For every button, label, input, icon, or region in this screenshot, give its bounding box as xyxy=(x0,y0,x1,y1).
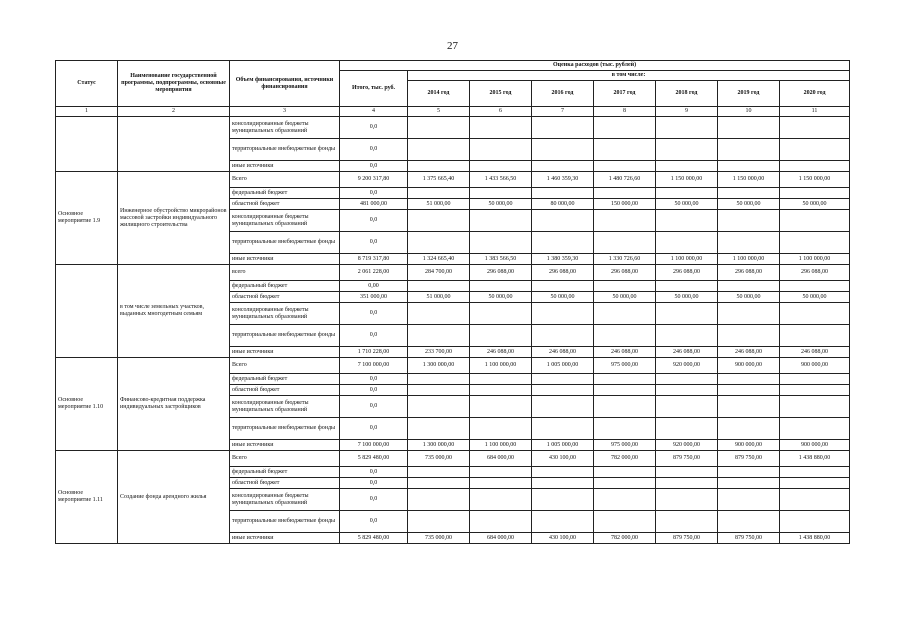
value-cell: 1 100 000,00 xyxy=(470,440,532,451)
value-cell xyxy=(408,188,470,199)
value-cell xyxy=(718,467,780,478)
funding-source-cell: федеральный бюджет xyxy=(230,467,340,478)
header-status: Статус xyxy=(56,61,118,107)
value-cell xyxy=(594,188,656,199)
column-index: 6 xyxy=(470,107,532,117)
value-cell xyxy=(408,489,470,511)
value-cell: 1 710 228,00 xyxy=(340,347,408,358)
value-cell xyxy=(656,281,718,292)
value-cell: 7 100 000,00 xyxy=(340,440,408,451)
value-cell xyxy=(470,467,532,478)
value-cell xyxy=(656,374,718,385)
value-cell xyxy=(780,139,850,161)
header-year: 2018 год xyxy=(656,81,718,107)
value-cell: 0,0 xyxy=(340,418,408,440)
table-row xyxy=(56,265,850,281)
value-cell: 5 829 480,00 xyxy=(340,451,408,467)
value-cell xyxy=(470,117,532,139)
value-cell xyxy=(532,325,594,347)
value-cell xyxy=(408,325,470,347)
value-cell: 296 088,00 xyxy=(470,265,532,281)
activity-name-cell: в том числе земельных участков, выданных многодетным семьям xyxy=(118,265,230,358)
value-cell xyxy=(470,374,532,385)
value-cell xyxy=(780,385,850,396)
value-cell: 430 100,00 xyxy=(532,533,594,544)
value-cell xyxy=(532,161,594,172)
value-cell xyxy=(718,139,780,161)
value-cell: 0,0 xyxy=(340,303,408,325)
value-cell xyxy=(718,281,780,292)
value-cell: 246 088,00 xyxy=(532,347,594,358)
value-cell: 1 300 000,00 xyxy=(408,440,470,451)
value-cell: 1 100 000,00 xyxy=(656,254,718,265)
value-cell xyxy=(780,478,850,489)
header-funding: Объем финансирования, источники финансирования xyxy=(230,61,340,107)
value-cell: 296 088,00 xyxy=(718,265,780,281)
value-cell: 50 000,00 xyxy=(780,292,850,303)
value-cell xyxy=(532,374,594,385)
value-cell xyxy=(408,161,470,172)
value-cell: 975 000,00 xyxy=(594,440,656,451)
value-cell: 50 000,00 xyxy=(656,292,718,303)
value-cell: 975 000,00 xyxy=(594,358,656,374)
value-cell: 920 000,00 xyxy=(656,440,718,451)
value-cell: 50 000,00 xyxy=(470,292,532,303)
value-cell: 50 000,00 xyxy=(594,292,656,303)
value-cell: 0,0 xyxy=(340,232,408,254)
funding-source-cell: всего xyxy=(230,265,340,281)
value-cell xyxy=(594,396,656,418)
value-cell xyxy=(470,325,532,347)
value-cell xyxy=(656,232,718,254)
value-cell: 0,00 xyxy=(340,281,408,292)
value-cell xyxy=(780,325,850,347)
value-cell xyxy=(470,478,532,489)
value-cell xyxy=(470,139,532,161)
value-cell xyxy=(718,478,780,489)
value-cell xyxy=(594,374,656,385)
funding-source-cell: консолидированные бюджеты муниципальных образований xyxy=(230,210,340,232)
value-cell: 0,0 xyxy=(340,385,408,396)
value-cell: 0,0 xyxy=(340,396,408,418)
value-cell: 296 088,00 xyxy=(780,265,850,281)
value-cell xyxy=(594,117,656,139)
value-cell xyxy=(594,303,656,325)
value-cell: 233 700,00 xyxy=(408,347,470,358)
value-cell: 50 000,00 xyxy=(780,199,850,210)
value-cell xyxy=(594,210,656,232)
value-cell xyxy=(780,210,850,232)
value-cell xyxy=(532,303,594,325)
column-index: 11 xyxy=(780,107,850,117)
value-cell xyxy=(594,511,656,533)
header-total: Итого, тыс. руб. xyxy=(340,71,408,107)
value-cell xyxy=(470,385,532,396)
value-cell: 0,0 xyxy=(340,467,408,478)
value-cell xyxy=(656,478,718,489)
value-cell xyxy=(594,232,656,254)
value-cell: 1 438 880,00 xyxy=(780,451,850,467)
table-row xyxy=(56,451,850,467)
funding-source-cell: Всего xyxy=(230,172,340,188)
value-cell xyxy=(532,418,594,440)
value-cell: 1 383 566,50 xyxy=(470,254,532,265)
value-cell: 735 000,00 xyxy=(408,533,470,544)
value-cell: 246 088,00 xyxy=(718,347,780,358)
value-cell xyxy=(408,117,470,139)
funding-source-cell: консолидированные бюджеты муниципальных образований xyxy=(230,303,340,325)
column-index: 2 xyxy=(118,107,230,117)
value-cell: 1 005 000,00 xyxy=(532,440,594,451)
value-cell xyxy=(470,303,532,325)
value-cell xyxy=(532,467,594,478)
value-cell xyxy=(408,385,470,396)
value-cell xyxy=(594,418,656,440)
activity-name-cell xyxy=(118,117,230,172)
value-cell xyxy=(408,374,470,385)
header-year: 2015 год xyxy=(470,81,532,107)
value-cell: 684 000,00 xyxy=(470,533,532,544)
value-cell: 0,0 xyxy=(340,325,408,347)
value-cell xyxy=(780,396,850,418)
value-cell xyxy=(656,418,718,440)
value-cell: 0,0 xyxy=(340,161,408,172)
value-cell xyxy=(470,418,532,440)
header-estimate: Оценка расходов (тыс. рублей) xyxy=(340,61,850,71)
funding-source-cell: консолидированные бюджеты муниципальных образований xyxy=(230,117,340,139)
funding-source-cell: консолидированные бюджеты муниципальных образований xyxy=(230,396,340,418)
budget-table xyxy=(55,60,850,544)
value-cell: 0,0 xyxy=(340,511,408,533)
column-index: 5 xyxy=(408,107,470,117)
value-cell xyxy=(718,325,780,347)
value-cell xyxy=(656,139,718,161)
value-cell: 50 000,00 xyxy=(718,199,780,210)
value-cell: 1 375 665,40 xyxy=(408,172,470,188)
funding-source-cell: областной бюджет xyxy=(230,292,340,303)
value-cell: 246 088,00 xyxy=(594,347,656,358)
value-cell xyxy=(408,418,470,440)
value-cell: 246 088,00 xyxy=(470,347,532,358)
value-cell: 0,0 xyxy=(340,374,408,385)
value-cell: 0,0 xyxy=(340,478,408,489)
value-cell xyxy=(470,210,532,232)
value-cell: 481 000,00 xyxy=(340,199,408,210)
value-cell: 1 380 359,30 xyxy=(532,254,594,265)
column-index: 4 xyxy=(340,107,408,117)
value-cell xyxy=(780,117,850,139)
funding-source-cell: территориальные внебюджетные фонды xyxy=(230,139,340,161)
activity-name-cell: Инженерное обустройство микрорайонов массовой застройки индивидуального жилищного строительства xyxy=(118,172,230,265)
value-cell xyxy=(656,396,718,418)
column-index: 8 xyxy=(594,107,656,117)
value-cell xyxy=(532,117,594,139)
value-cell: 150 000,00 xyxy=(594,199,656,210)
value-cell xyxy=(470,188,532,199)
value-cell xyxy=(408,396,470,418)
value-cell: 296 088,00 xyxy=(532,265,594,281)
value-cell xyxy=(408,139,470,161)
value-cell xyxy=(656,188,718,199)
value-cell xyxy=(408,478,470,489)
column-index: 1 xyxy=(56,107,118,117)
value-cell: 0,0 xyxy=(340,117,408,139)
table-row xyxy=(56,358,850,374)
value-cell xyxy=(780,418,850,440)
value-cell xyxy=(594,385,656,396)
header-year: 2017 год xyxy=(594,81,656,107)
value-cell xyxy=(718,374,780,385)
value-cell xyxy=(780,161,850,172)
value-cell xyxy=(532,478,594,489)
header-year: 2020 год xyxy=(780,81,850,107)
value-cell xyxy=(594,467,656,478)
value-cell: 296 088,00 xyxy=(594,265,656,281)
value-cell: 879 750,00 xyxy=(656,451,718,467)
value-cell: 50 000,00 xyxy=(718,292,780,303)
value-cell: 0,0 xyxy=(340,139,408,161)
column-index: 10 xyxy=(718,107,780,117)
value-cell xyxy=(408,232,470,254)
value-cell: 1 100 000,00 xyxy=(470,358,532,374)
value-cell xyxy=(780,467,850,478)
value-cell: 900 000,00 xyxy=(718,358,780,374)
value-cell: 920 000,00 xyxy=(656,358,718,374)
value-cell: 1 300 000,00 xyxy=(408,358,470,374)
value-cell: 1 330 726,60 xyxy=(594,254,656,265)
funding-source-cell: федеральный бюджет xyxy=(230,281,340,292)
value-cell xyxy=(408,210,470,232)
value-cell: 1 150 000,00 xyxy=(780,172,850,188)
value-cell: 1 438 880,00 xyxy=(780,533,850,544)
value-cell: 430 100,00 xyxy=(532,451,594,467)
column-index: 3 xyxy=(230,107,340,117)
value-cell: 0,0 xyxy=(340,489,408,511)
value-cell: 1 005 000,00 xyxy=(532,358,594,374)
value-cell xyxy=(594,478,656,489)
value-cell xyxy=(780,303,850,325)
funding-source-cell: иные источники xyxy=(230,347,340,358)
value-cell: 1 100 000,00 xyxy=(718,254,780,265)
funding-source-cell: федеральный бюджет xyxy=(230,188,340,199)
value-cell xyxy=(532,281,594,292)
value-cell xyxy=(656,325,718,347)
value-cell xyxy=(780,188,850,199)
header-including: в том числе: xyxy=(408,71,850,81)
status-cell: Основное мероприятие 1.9 xyxy=(56,172,118,265)
value-cell: 900 000,00 xyxy=(780,440,850,451)
value-cell: 879 750,00 xyxy=(656,533,718,544)
value-cell xyxy=(594,489,656,511)
table-row xyxy=(56,117,850,139)
value-cell xyxy=(780,489,850,511)
value-cell xyxy=(718,303,780,325)
value-cell: 0,0 xyxy=(340,188,408,199)
activity-name-cell: Финансово-кредитная поддержка индивидуальных застройщиков xyxy=(118,358,230,451)
value-cell xyxy=(532,385,594,396)
value-cell: 51 000,00 xyxy=(408,199,470,210)
funding-source-cell: Всего xyxy=(230,451,340,467)
column-index: 9 xyxy=(656,107,718,117)
funding-source-cell: иные источники xyxy=(230,161,340,172)
value-cell: 879 750,00 xyxy=(718,451,780,467)
value-cell xyxy=(718,161,780,172)
value-cell: 51 000,00 xyxy=(408,292,470,303)
value-cell xyxy=(656,303,718,325)
value-cell: 1 460 359,30 xyxy=(532,172,594,188)
value-cell xyxy=(656,489,718,511)
status-cell: Основное мероприятие 1.11 xyxy=(56,451,118,544)
funding-source-cell: областной бюджет xyxy=(230,478,340,489)
value-cell xyxy=(532,232,594,254)
value-cell xyxy=(594,325,656,347)
value-cell xyxy=(780,374,850,385)
funding-source-cell: областной бюджет xyxy=(230,199,340,210)
value-cell xyxy=(718,396,780,418)
value-cell: 879 750,00 xyxy=(718,533,780,544)
header-year: 2016 год xyxy=(532,81,594,107)
value-cell: 1 433 566,50 xyxy=(470,172,532,188)
funding-source-cell: иные источники xyxy=(230,533,340,544)
funding-source-cell: иные источники xyxy=(230,440,340,451)
value-cell: 2 061 228,00 xyxy=(340,265,408,281)
value-cell: 80 000,00 xyxy=(532,199,594,210)
value-cell xyxy=(780,232,850,254)
value-cell: 900 000,00 xyxy=(780,358,850,374)
header-year: 2019 год xyxy=(718,81,780,107)
value-cell: 0,0 xyxy=(340,210,408,232)
status-cell xyxy=(56,117,118,172)
status-cell: Основное мероприятие 1.10 xyxy=(56,358,118,451)
funding-source-cell: иные источники xyxy=(230,254,340,265)
funding-source-cell: территориальные внебюджетные фонды xyxy=(230,511,340,533)
value-cell xyxy=(656,210,718,232)
value-cell xyxy=(718,232,780,254)
value-cell xyxy=(532,396,594,418)
value-cell xyxy=(656,511,718,533)
value-cell: 50 000,00 xyxy=(532,292,594,303)
value-cell: 50 000,00 xyxy=(470,199,532,210)
value-cell xyxy=(532,511,594,533)
value-cell xyxy=(408,511,470,533)
page-number: 27 xyxy=(447,40,458,52)
column-index: 7 xyxy=(532,107,594,117)
value-cell: 50 000,00 xyxy=(656,199,718,210)
value-cell: 782 000,00 xyxy=(594,451,656,467)
value-cell: 284 700,00 xyxy=(408,265,470,281)
value-cell xyxy=(594,281,656,292)
value-cell xyxy=(532,489,594,511)
value-cell: 900 000,00 xyxy=(718,440,780,451)
value-cell xyxy=(656,467,718,478)
header-year: 2014 год xyxy=(408,81,470,107)
value-cell xyxy=(780,281,850,292)
value-cell: 9 200 317,80 xyxy=(340,172,408,188)
funding-source-cell: территориальные внебюджетные фонды xyxy=(230,418,340,440)
value-cell: 8 719 317,80 xyxy=(340,254,408,265)
value-cell xyxy=(532,210,594,232)
value-cell: 1 480 726,60 xyxy=(594,172,656,188)
value-cell: 1 150 000,00 xyxy=(656,172,718,188)
funding-source-cell: территориальные внебюджетные фонды xyxy=(230,325,340,347)
value-cell xyxy=(594,139,656,161)
value-cell xyxy=(470,489,532,511)
value-cell xyxy=(594,161,656,172)
value-cell xyxy=(408,281,470,292)
value-cell xyxy=(718,210,780,232)
value-cell: 1 324 665,40 xyxy=(408,254,470,265)
value-cell xyxy=(470,161,532,172)
value-cell xyxy=(656,117,718,139)
table-row xyxy=(56,172,850,188)
funding-source-cell: Всего xyxy=(230,358,340,374)
value-cell: 351 000,00 xyxy=(340,292,408,303)
value-cell xyxy=(656,161,718,172)
value-cell: 246 088,00 xyxy=(656,347,718,358)
value-cell xyxy=(408,467,470,478)
activity-name-cell: Создание фонда арендного жилья xyxy=(118,451,230,544)
value-cell xyxy=(470,281,532,292)
value-cell xyxy=(718,418,780,440)
value-cell: 735 000,00 xyxy=(408,451,470,467)
value-cell xyxy=(718,188,780,199)
funding-source-cell: консолидированные бюджеты муниципальных образований xyxy=(230,489,340,511)
value-cell: 782 000,00 xyxy=(594,533,656,544)
value-cell xyxy=(408,303,470,325)
header-name: Наименование государственной программы, подпрограммы, основные мероприятия xyxy=(118,61,230,107)
value-cell: 246 088,00 xyxy=(780,347,850,358)
funding-source-cell: областной бюджет xyxy=(230,385,340,396)
value-cell xyxy=(470,396,532,418)
value-cell xyxy=(780,511,850,533)
value-cell xyxy=(470,511,532,533)
value-cell xyxy=(718,511,780,533)
value-cell xyxy=(532,188,594,199)
funding-source-cell: территориальные внебюджетные фонды xyxy=(230,232,340,254)
value-cell xyxy=(656,385,718,396)
value-cell xyxy=(718,385,780,396)
value-cell: 1 150 000,00 xyxy=(718,172,780,188)
value-cell xyxy=(470,232,532,254)
value-cell: 5 829 480,00 xyxy=(340,533,408,544)
value-cell: 684 000,00 xyxy=(470,451,532,467)
value-cell: 7 100 000,00 xyxy=(340,358,408,374)
value-cell xyxy=(532,139,594,161)
funding-source-cell: федеральный бюджет xyxy=(230,374,340,385)
value-cell: 1 100 000,00 xyxy=(780,254,850,265)
value-cell: 296 088,00 xyxy=(656,265,718,281)
value-cell xyxy=(718,489,780,511)
value-cell xyxy=(718,117,780,139)
status-cell xyxy=(56,265,118,358)
